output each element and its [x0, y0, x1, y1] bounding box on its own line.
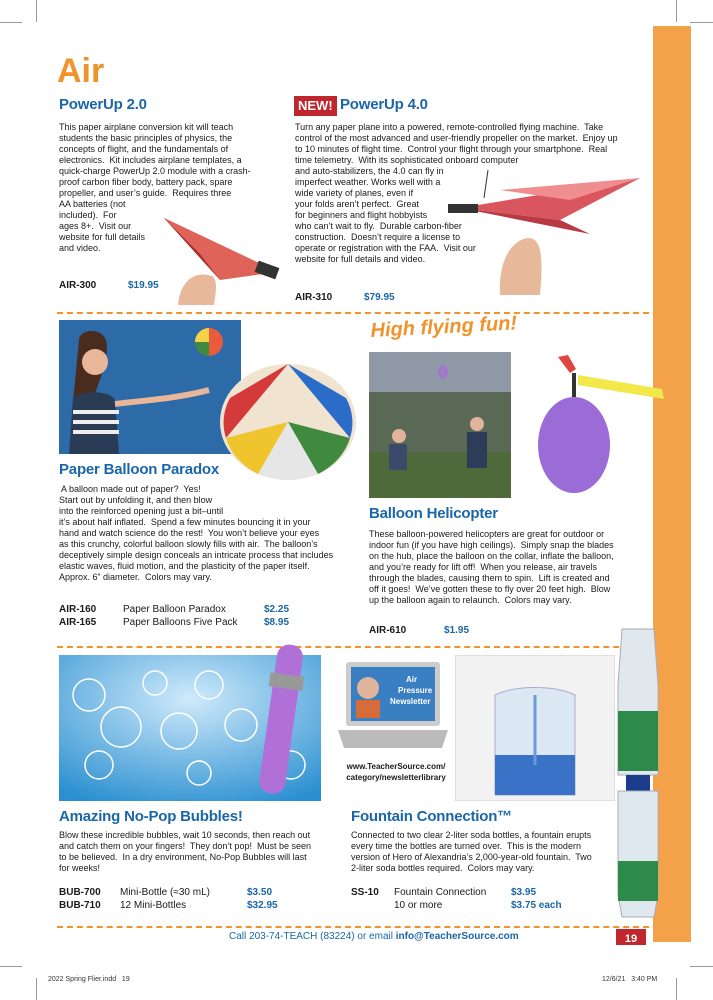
description-line: as this crunchy, colorful balloon slowly fills with air. The balloon’s: [59, 539, 318, 549]
description-line: control of the most advanced and user-friendly propeller on the market. Enjoy up: [295, 133, 618, 143]
description-line: version of Hero of Alexandria’s 2,000-year-old fountain. Two: [351, 852, 592, 862]
price-row-price: $3.75 each: [511, 900, 562, 911]
description-line: time telemetry. With its sophisticated onboard computer: [295, 155, 519, 165]
price-row: [59, 617, 359, 630]
crop-mark: [676, 0, 677, 22]
description-line: through the blades, causing them to spin. Lift is created and: [369, 573, 610, 583]
description-line: website for full details: [59, 232, 146, 242]
description-line: propeller, and user’s guide. Requires three: [59, 188, 232, 198]
price-row-sku: AIR-165: [59, 617, 97, 628]
description-line: operate or registration with the FAA. Visit our: [295, 243, 476, 253]
price-row-name: Fountain Connection: [394, 887, 487, 898]
description-line: who can’t wait to fly. Durable carbon-fiber: [295, 221, 462, 231]
crop-mark: [0, 22, 22, 23]
description-line: quick-charge PowerUp 2.0 module with a crash-: [59, 166, 251, 176]
price-row-name: Mini-Bottle (≈30 mL): [120, 887, 210, 898]
section-divider: [57, 312, 649, 314]
crop-mark: [690, 966, 713, 967]
description-line: hand and watch science do the rest! You won’t believe your eyes: [59, 528, 320, 538]
description-line: every time the bottles are turned over. This is the modern: [351, 841, 581, 851]
footer-contact: [229, 931, 519, 942]
heli-sku: AIR-610: [369, 625, 407, 636]
description-line: A balloon made out of paper? Yes!: [59, 484, 201, 494]
description-line: for beginners and flight hobbyists: [295, 210, 428, 220]
description-line: construction. Doesn’t require a license to: [295, 232, 461, 242]
section-title: Air: [57, 52, 105, 90]
new-badge-label: NEW!: [298, 98, 333, 113]
description-line: and video.: [59, 243, 101, 253]
newsletter-url1[interactable]: www.TeacherSource.com/: [346, 762, 446, 771]
description-line: and auto-stabilizers, the 4.0 can fly in: [295, 166, 444, 176]
description-line: Blow these incredible bubbles, wait 10 seconds, then reach out: [59, 830, 311, 840]
bubbles-price-table: [59, 887, 349, 913]
crop-mark: [36, 0, 37, 22]
newsletter-url2[interactable]: category/newsletterlibrary: [346, 773, 446, 782]
description-line: deceptively simple design conceals an intricate process that includes: [59, 550, 334, 560]
description-line: to be believed. In a dry environment, No-Pop Bubbles will last: [59, 852, 307, 862]
new-badge: [294, 96, 337, 116]
description-line: students the basic principles of physics, the: [59, 133, 233, 143]
price-row-price: $3.50: [247, 887, 273, 898]
fountain-price-table: [351, 887, 611, 913]
crop-mark: [36, 978, 37, 1000]
laptop-icon: [338, 660, 448, 760]
description-line: AA batteries (not: [59, 199, 126, 209]
description-line: concepts of flight, and the fundamentals of: [59, 144, 229, 154]
helicopter-kids-photo: [369, 352, 511, 498]
footer-call: Call 203-74-TEACH (83224) or email: [229, 931, 396, 942]
price-row-name: 12 Mini-Bottles: [120, 900, 187, 911]
powered-plane-photo: [440, 160, 650, 295]
price-row-name: 10 or more: [394, 900, 443, 911]
price-row: [351, 887, 611, 900]
fountain-title: Fountain Connection™: [351, 808, 512, 825]
crop-mark: [676, 978, 677, 1000]
powerup2-price: $19.95: [128, 280, 159, 291]
description-line: up the balloon again to relaunch. Colors may vary.: [369, 595, 572, 605]
newsletter-line1: Air: [406, 675, 418, 684]
price-row-name: Paper Balloons Five Pack: [123, 617, 238, 628]
price-row-price: $8.95: [264, 617, 290, 628]
description-line: This paper airplane conversion kit will teach: [59, 122, 234, 132]
description-line: it’s about half inflated. Spend a few minutes bouncing it in your: [59, 517, 311, 527]
price-row: [59, 900, 349, 913]
powerup4-title: PowerUp 4.0: [340, 96, 428, 113]
heli-title: Balloon Helicopter: [369, 505, 498, 522]
bubbles-description: [59, 830, 349, 874]
description-line: website for full details and video.: [295, 254, 426, 264]
description-line: 2-liter soda bottles required. Colors may vary.: [351, 863, 535, 873]
price-row: [59, 604, 359, 617]
price-row-sku: SS-10: [351, 887, 379, 898]
description-line: on the hub, place the balloon on the collar, inflate the balloon,: [369, 551, 614, 561]
description-line: included). For: [59, 210, 117, 220]
description-line: imperfect weather. Works well with a: [295, 177, 441, 187]
description-line: proof carbon fiber body, battery pack, spare: [59, 177, 233, 187]
tagline: High flying fun!: [370, 312, 518, 342]
page-number: 19: [624, 933, 638, 945]
price-row-name: Paper Balloon Paradox: [123, 604, 226, 615]
balloon-description: [59, 484, 359, 583]
newsletter-line2: Pressure: [398, 686, 433, 695]
section-divider: [57, 926, 649, 928]
description-line: These balloon-powered helicopters are great for outdoor or: [369, 529, 605, 539]
paper-balloon-photo: [218, 358, 358, 483]
slug-date: 12/6/21 3:40 PM: [602, 976, 658, 983]
description-line: Connected to two clear 2-liter soda bottles, a fountain erupts: [351, 830, 592, 840]
description-line: Turn any paper plane into a powered, remote-controlled flying machine. Take: [295, 122, 604, 132]
description-line: Approx. 6” diameter. Colors may vary.: [59, 572, 212, 582]
price-row-price: $3.95: [511, 887, 537, 898]
description-line: elastic waves, fluid motion, and the plasticity of the paper itself.: [59, 561, 310, 571]
balloon-price-table: [59, 604, 359, 630]
newsletter-line3: Newsletter: [390, 697, 431, 706]
bubbles-title: Amazing No-Pop Bubbles!: [59, 808, 243, 825]
price-row-price: $2.25: [264, 604, 290, 615]
bubble-tube-photo: [250, 640, 310, 805]
balloon-helicopter-photo: [512, 345, 672, 515]
girl-balloon-photo: [59, 320, 241, 454]
footer-email[interactable]: info@TeacherSource.com: [395, 931, 519, 942]
crop-mark: [690, 22, 713, 23]
description-line: ages 8+. Visit our: [59, 221, 132, 231]
powerup4-price: $79.95: [364, 292, 395, 303]
price-row: [351, 900, 611, 913]
price-row-sku: BUB-710: [59, 900, 101, 911]
price-row: [59, 887, 349, 900]
description-line: your folds aren’t perfect. Great: [295, 199, 420, 209]
price-row-sku: AIR-160: [59, 604, 97, 615]
powerup2-sku: AIR-300: [59, 280, 97, 291]
heli-price: $1.95: [444, 625, 470, 636]
heli-description: [369, 529, 659, 606]
bottle-photo: [608, 625, 668, 920]
fountain-description: [351, 830, 611, 874]
description-line: into the reinforced opening just a bit–until: [59, 506, 224, 516]
price-row-price: $32.95: [247, 900, 278, 911]
crop-mark: [0, 966, 22, 967]
description-line: and you’re ready for lift off! When you release, air travels: [369, 562, 597, 572]
powerup2-title: PowerUp 2.0: [59, 96, 147, 113]
description-line: wide variety of planes, even if: [295, 188, 414, 198]
price-row-sku: BUB-700: [59, 887, 101, 898]
description-line: and catch them on your fingers! They don’t pop! Must be seen: [59, 841, 311, 851]
description-line: off it goes! We’ve gotten these to fly over 20 feet high. Blow: [369, 584, 611, 594]
powerup4-sku: AIR-310: [295, 292, 333, 303]
slug-file: 2022 Spring Flier.indd 19: [48, 976, 130, 983]
section-divider: [57, 646, 649, 648]
description-line: for weeks!: [59, 863, 101, 873]
description-line: to 10 minutes of flight time. Control your flight through your smartphone. Real: [295, 144, 608, 154]
page-number-box: [616, 929, 646, 945]
description-line: Start out by unfolding it, and then blow: [59, 495, 213, 505]
balloon-title: Paper Balloon Paradox: [59, 461, 220, 478]
fountain-photo: [455, 655, 615, 801]
description-line: indoor fun (if you have high ceilings). Simply snap the blades: [369, 540, 614, 550]
description-line: electronics. Kit includes airplane templates, a: [59, 155, 242, 165]
paper-plane-photo: [160, 210, 290, 305]
